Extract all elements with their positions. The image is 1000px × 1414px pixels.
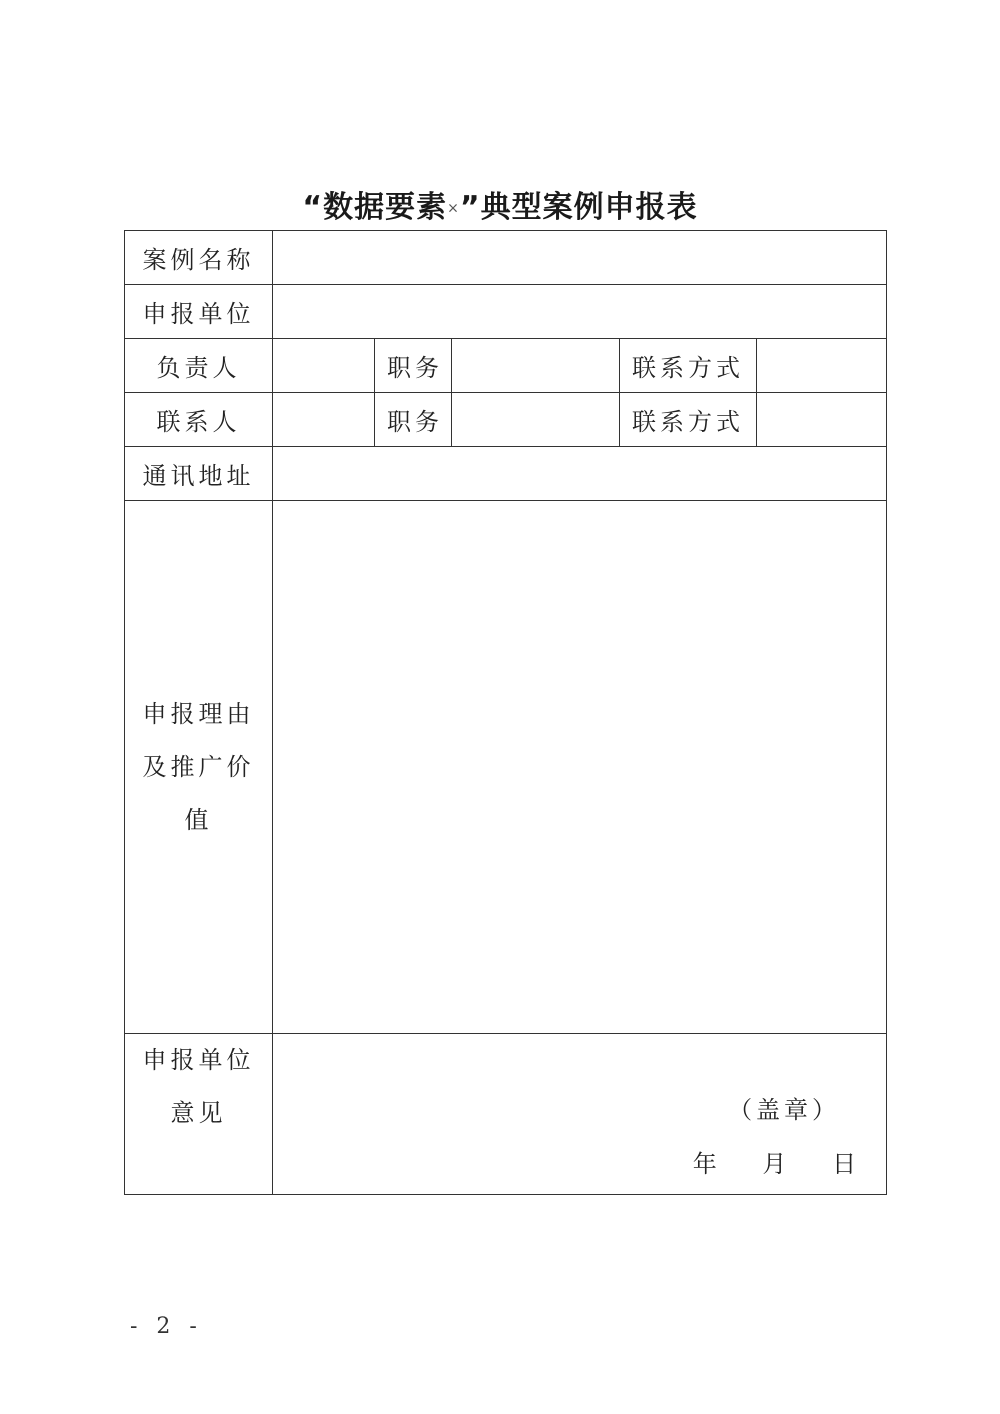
- applicant-unit-field[interactable]: [273, 285, 887, 339]
- row-person-in-charge: [125, 339, 887, 393]
- contact-method-label-1: 联系方式: [620, 339, 757, 393]
- reason-label-line3: 值: [184, 805, 213, 834]
- row-reason: [125, 501, 887, 1034]
- reason-field[interactable]: [273, 501, 887, 1034]
- page-title: [0, 182, 1000, 226]
- opinion-label-line1: 申报单位: [142, 1046, 255, 1074]
- reason-label-line1: 申报理由: [142, 699, 255, 728]
- row-case-name: [125, 231, 887, 285]
- person-in-charge-field[interactable]: [273, 339, 375, 393]
- year-label: 年: [692, 1150, 721, 1178]
- title-open-quote: “: [302, 190, 324, 225]
- title-close-quote: ”: [459, 190, 481, 225]
- row-opinion: [125, 1034, 887, 1195]
- row-contact-person: [125, 393, 887, 447]
- row-applicant-unit: [125, 285, 887, 339]
- position-field-2[interactable]: [452, 393, 620, 447]
- position-label-1: 职务: [375, 339, 452, 393]
- contact-method-field-2[interactable]: [757, 393, 887, 447]
- application-form-table: [124, 230, 887, 1195]
- reason-label-line2: 及推广价: [142, 752, 255, 781]
- opinion-label-line2: 意见: [170, 1099, 227, 1127]
- person-in-charge-label: 负责人: [125, 339, 273, 393]
- row-address: [125, 447, 887, 501]
- address-field[interactable]: [273, 447, 887, 501]
- contact-person-field[interactable]: [273, 393, 375, 447]
- opinion-label: [125, 1034, 273, 1195]
- address-label: 通讯地址: [125, 447, 273, 501]
- title-times-sign: ×: [447, 200, 460, 217]
- position-field-1[interactable]: [452, 339, 620, 393]
- title-rest: 典型案例申报表: [480, 190, 698, 225]
- opinion-field[interactable]: [273, 1034, 887, 1195]
- day-label: 日: [832, 1150, 861, 1178]
- title-main: 数据要素: [323, 190, 448, 225]
- date-line: [663, 1144, 860, 1179]
- contact-method-label-2: 联系方式: [620, 393, 757, 447]
- position-label-2: 职务: [375, 393, 452, 447]
- page-number: - 2 -: [130, 1314, 203, 1339]
- stamp-text: （盖章）: [728, 1096, 841, 1124]
- contact-method-field-1[interactable]: [757, 339, 887, 393]
- case-name-field[interactable]: [273, 231, 887, 285]
- contact-person-label: 联系人: [125, 393, 273, 447]
- month-label: 月: [762, 1150, 791, 1178]
- applicant-unit-label: 申报单位: [125, 285, 273, 339]
- reason-label: [125, 501, 273, 1034]
- case-name-label: 案例名称: [125, 231, 273, 285]
